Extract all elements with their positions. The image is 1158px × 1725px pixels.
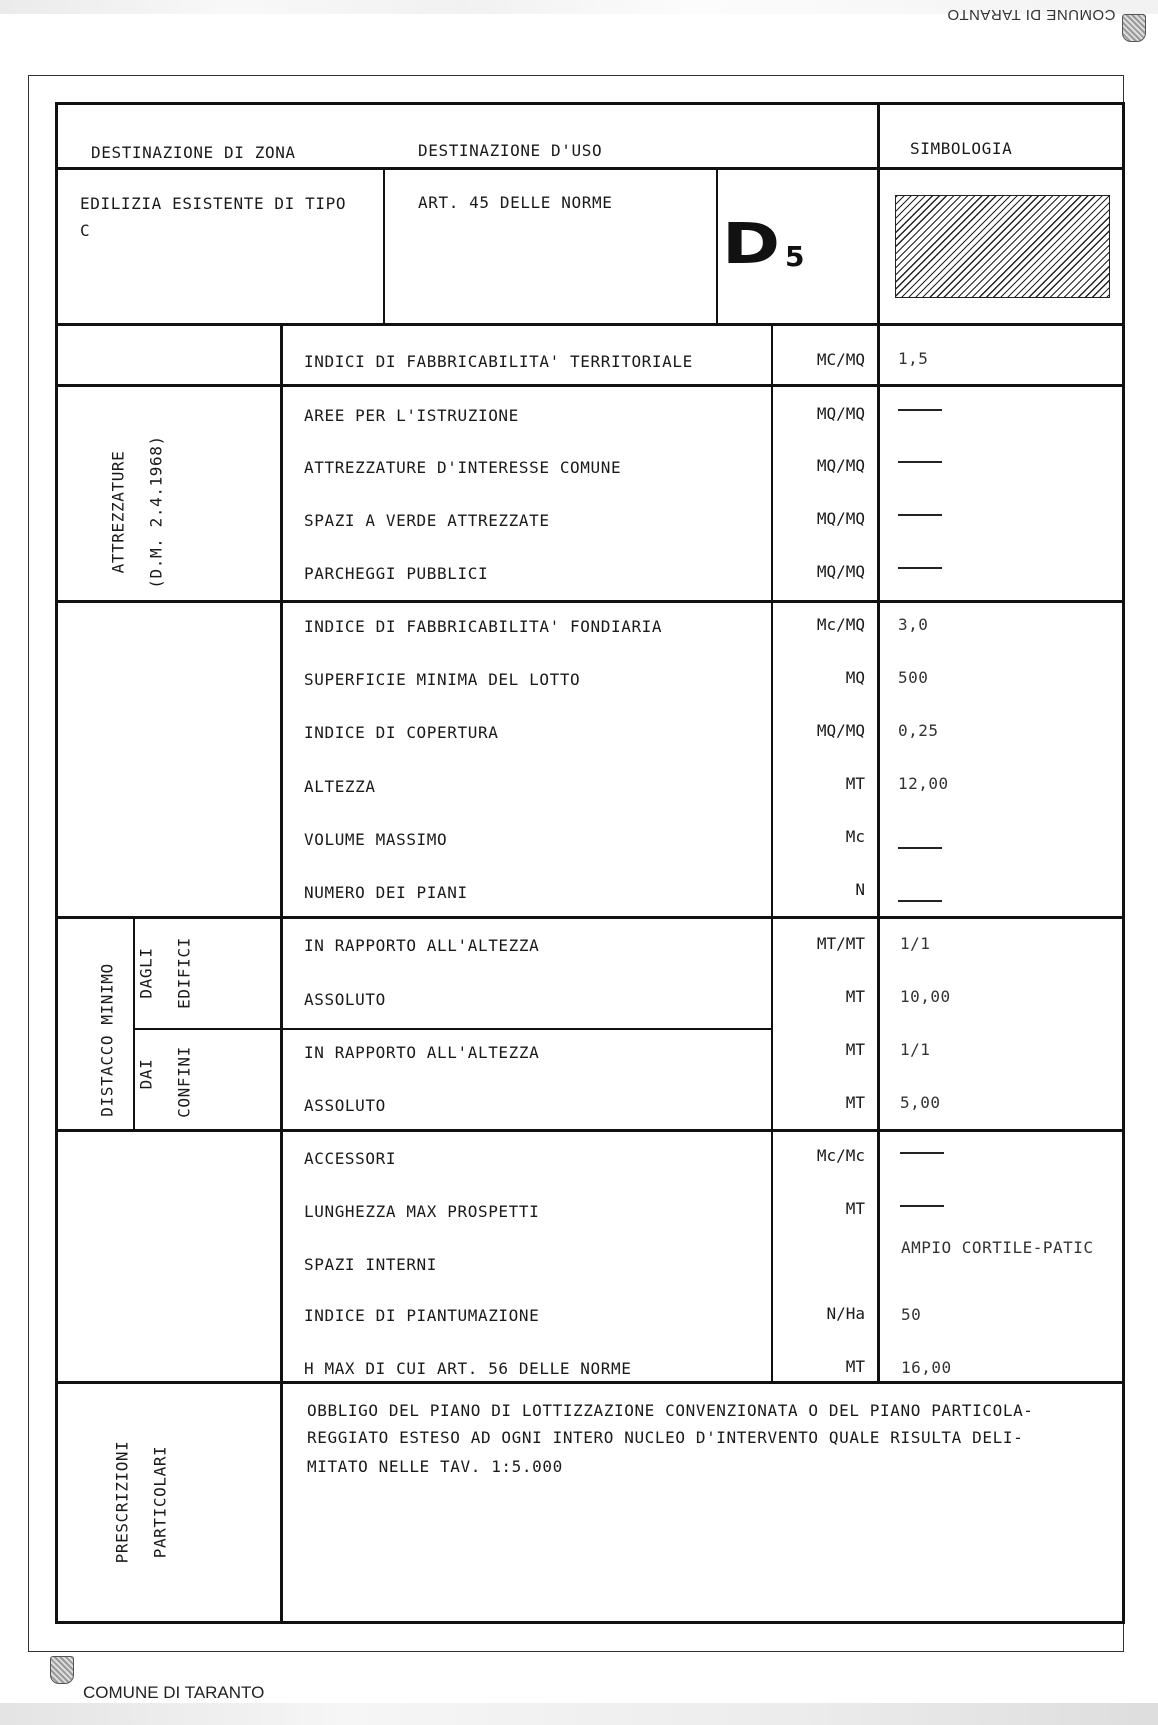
table-row-label: INDICE DI PIANTUMAZIONE — [304, 1306, 540, 1325]
zone-description: EDILIZIA ESISTENTE DI TIPO — [80, 194, 347, 213]
table-row-unit: MT — [845, 1093, 865, 1112]
divider-vertical — [716, 167, 718, 323]
table-row-unit: MT — [845, 1040, 865, 1059]
table-row-label: AREE PER L'ISTRUZIONE — [304, 406, 519, 425]
zone-code-d5 — [722, 212, 817, 277]
table-row-unit: MQ — [845, 668, 865, 687]
divider — [55, 384, 1125, 387]
empty-value-dash — [898, 461, 942, 463]
table-row-value: 12,00 — [898, 774, 949, 793]
zone-description-line2: C — [80, 221, 91, 240]
table-row-value: 1/1 — [900, 934, 931, 953]
table-row-unit: MT/MT — [816, 934, 865, 953]
divider-vertical — [383, 167, 385, 323]
table-row-unit: Mc/Mc — [816, 1146, 865, 1165]
table-row-value: 10,00 — [900, 987, 951, 1006]
table-row-label: IN RAPPORTO ALL'ALTEZZA — [304, 1043, 540, 1062]
header-simbologia: SIMBOLOGIA — [910, 139, 1013, 158]
divider — [55, 1381, 1125, 1384]
edifici-label-2: EDIFICI — [174, 937, 194, 1009]
table-row-label: PARCHEGGI PUBBLICI — [304, 564, 489, 583]
table-row-unit: Mc — [845, 827, 865, 846]
header-destinazione-uso: DESTINAZIONE D'USO — [418, 141, 603, 160]
use-description: ART. 45 DELLE NORME — [418, 193, 613, 212]
empty-value-dash — [898, 567, 942, 569]
table-row-label: LUNGHEZZA MAX PROSPETTI — [304, 1202, 540, 1221]
prescrizioni-text: OBBLIGO DEL PIANO DI LOTTIZZAZIONE CONVENZIONATA O DEL PIANO PARTICOLA- — [307, 1401, 1034, 1420]
attrezzature-group-label: ATTREZZATURE — [108, 450, 128, 574]
table-row-unit: MQ/MQ — [816, 456, 865, 475]
prescrizioni-label: PRESCRIZIONI — [112, 1440, 132, 1564]
table-row-label: SPAZI INTERNI — [304, 1255, 438, 1274]
table-row-value: 16,00 — [901, 1358, 952, 1377]
empty-value-dash — [900, 1205, 944, 1207]
table-row-label: NUMERO DEI PIANI — [304, 883, 468, 902]
zone-code-letter: D — [722, 212, 778, 277]
table-row-unit: MT — [845, 774, 865, 793]
edifici-label: DAGLI — [136, 947, 156, 999]
territorial-value: 1,5 — [898, 349, 929, 368]
divider-vertical — [280, 323, 283, 1622]
table-row-unit: MQ/MQ — [816, 509, 865, 528]
empty-value-dash — [898, 514, 942, 516]
table-row-label: SUPERFICIE MINIMA DEL LOTTO — [304, 670, 581, 689]
table-row-value: 3,0 — [898, 615, 929, 634]
table-row-unit: MQ/MQ — [816, 562, 865, 581]
table-row-label: ACCESSORI — [304, 1149, 397, 1168]
table-row-value: 50 — [901, 1305, 922, 1324]
confini-label-2: CONFINI — [174, 1046, 194, 1118]
table-row-value: 1/1 — [900, 1040, 931, 1059]
divider — [55, 1129, 1125, 1132]
table-row-unit: N/Ha — [826, 1304, 865, 1323]
prescrizioni-text: REGGIATO ESTESO AD OGNI INTERO NUCLEO D'INTERVENTO QUALE RISULTA DELI- — [307, 1428, 1024, 1447]
table-row-label: VOLUME MASSIMO — [304, 830, 448, 849]
table-row-label: H MAX DI CUI ART. 56 DELLE NORME — [304, 1359, 632, 1378]
table-row-unit: Mc/MQ — [816, 615, 865, 634]
municipal-seal-icon — [50, 1656, 74, 1684]
table-row-label: INDICE DI FABBRICABILITA' FONDIARIA — [304, 617, 663, 636]
prescrizioni-label-2: PARTICOLARI — [150, 1445, 170, 1559]
table-row-unit: MQ/MQ — [816, 721, 865, 740]
distacco-group-label: DISTACCO MINIMO — [97, 963, 117, 1117]
empty-value-dash — [898, 847, 942, 849]
table-row-label: ASSOLUTO — [304, 1096, 386, 1115]
territorial-unit: MC/MQ — [816, 350, 865, 369]
table-row-value: AMPIO CORTILE-PATIC — [901, 1238, 1094, 1257]
divider — [55, 600, 1125, 603]
table-row-unit: MT — [845, 1357, 865, 1376]
flipped-header-text: COMUNE DI TARANTO — [947, 6, 1116, 23]
zoning-table — [55, 102, 1125, 1624]
divider — [55, 167, 1125, 170]
table-row-unit: MT — [845, 987, 865, 1006]
table-row-label: ALTEZZA — [304, 777, 376, 796]
table-row-value: 5,00 — [900, 1093, 941, 1112]
divider-vertical — [771, 323, 773, 1381]
table-row-unit: MT — [845, 1199, 865, 1218]
divider — [55, 916, 1125, 919]
header-destinazione-zona: DESTINAZIONE DI ZONA — [91, 143, 296, 162]
zone-code-number: 5 — [785, 240, 805, 273]
divider-vertical — [133, 916, 135, 1129]
table-row-value: 0,25 — [898, 721, 939, 740]
divider-vertical — [877, 102, 880, 1381]
confini-label: DAI — [136, 1058, 156, 1090]
table-row-label: IN RAPPORTO ALL'ALTEZZA — [304, 936, 540, 955]
territorial-label: INDICI DI FABBRICABILITA' TERRITORIALE — [304, 352, 693, 371]
divider — [55, 323, 1125, 326]
empty-value-dash — [900, 1152, 944, 1154]
divider-thin — [133, 1028, 773, 1030]
prescrizioni-text: MITATO NELLE TAV. 1:5.000 — [307, 1457, 563, 1476]
scan-bottom-edge — [0, 1703, 1158, 1725]
table-row-label: ATTREZZATURE D'INTERESSE COMUNE — [304, 458, 622, 477]
table-row-value: 500 — [898, 668, 929, 687]
table-row-unit: MQ/MQ — [816, 404, 865, 423]
table-row-unit: N — [855, 880, 865, 899]
table-row-label: ASSOLUTO — [304, 990, 386, 1009]
municipal-seal-icon — [1122, 14, 1146, 42]
footer-text: COMUNE DI TARANTO — [83, 1683, 265, 1702]
attrezzature-group-sublabel: (D.M. 2.4.1968) — [146, 435, 166, 589]
empty-value-dash — [898, 409, 942, 411]
empty-value-dash — [898, 900, 942, 902]
table-row-label: INDICE DI COPERTURA — [304, 723, 499, 742]
hatch-symbol — [895, 195, 1110, 298]
table-row-label: SPAZI A VERDE ATTREZZATE — [304, 511, 550, 530]
